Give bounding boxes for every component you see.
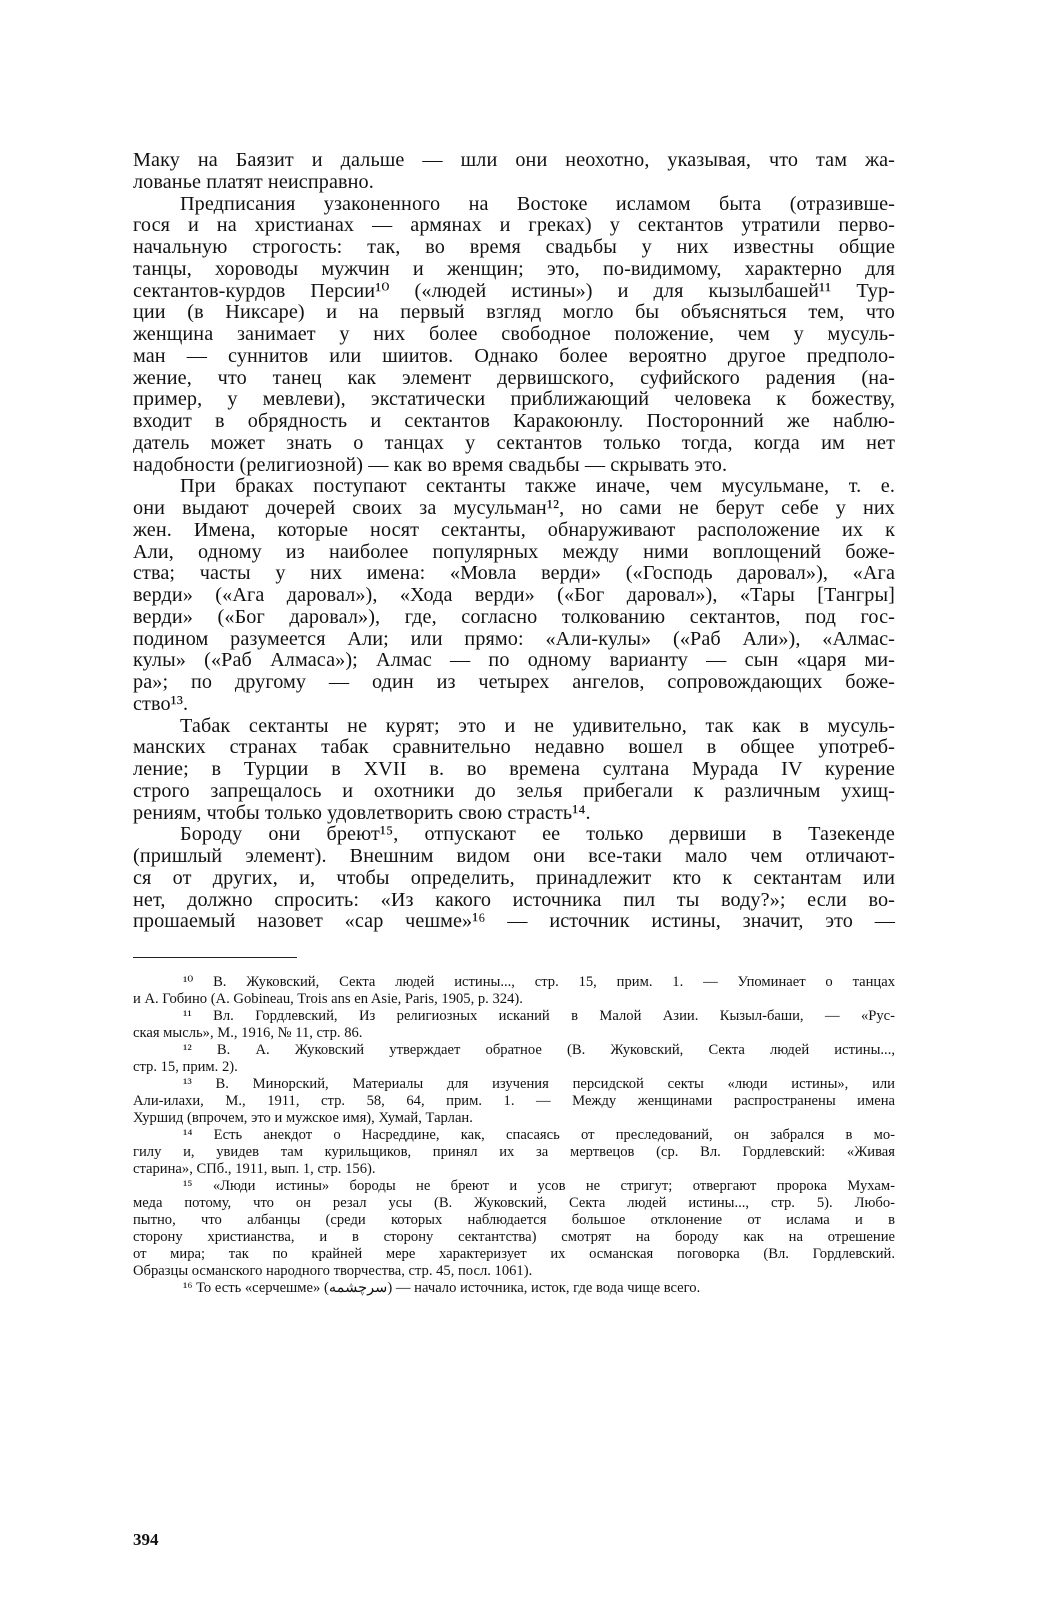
body-text-line: Бороду они бреют¹⁵, отпускают ее только дервиши в Тазекенде — [180, 823, 895, 846]
footnote-line: сторону христианства, и в сторону сектантства) смотрят на бороду как на отрешение — [133, 1229, 895, 1245]
footnote-line: Образцы османского народного творчества, стр. 45, посл. 1061). — [133, 1263, 533, 1279]
footnote-line: ¹⁰ В. Жуковский, Секта людей истины..., стр. 15, прим. 1. — Упоминает о танцах — [183, 974, 895, 990]
body-text-line: Али, одному из наиболее популярных между ними воплощений боже- — [133, 540, 895, 563]
footnote-line: ¹⁵ «Люди истины» бороды не бреют и усов не стригут; отвергают пророка Мухам- — [183, 1178, 895, 1194]
footnote-line: гилу и, увидев там курильщиков, принял их за мертвецов (ср. Вл. Гордлевский: «Живая — [133, 1144, 895, 1160]
body-text-line: Предписания узаконенного на Востоке исламом быта (отразивше- — [180, 192, 895, 215]
footnote-line: Али-илахи, М., 1911, стр. 58, 64, прим. 1. — Между женщинами распространены имена — [133, 1093, 895, 1109]
footnote-line: ¹⁴ Есть анекдот о Насреддине, как, спасаясь от преследований, он забрался в мо- — [183, 1127, 895, 1143]
footnote-line: ¹³ В. Минорский, Материалы для изучения персидской секты «люди истины», или — [183, 1076, 895, 1092]
body-text-line: датель может знать о танцах у сектантов только тогда, когда им нет — [133, 431, 895, 454]
body-text-line: гося и на христианах — армянах и греках) у сектантов утратили перво- — [133, 214, 895, 237]
body-text-line: (пришлый элемент). Внешним видом они все-таки мало чем отличают- — [133, 845, 895, 867]
footnote-separator — [133, 957, 297, 958]
body-text-line: ра»; по другому — один из четырех ангелов, сопровождающих боже- — [133, 671, 895, 693]
body-text-line: танцы, хороводы мужчин и женщин; это, по-видимому, характерно для — [133, 257, 895, 280]
body-text-line: нет, должно спросить: «Из какого источника пил ты воду?»; если во- — [133, 888, 895, 911]
footnote-line: ¹⁶ То есть «серчешме» (سرچشمه) — начало источника, исток, где вода чище всего. — [183, 1280, 701, 1296]
body-text-line: Табак сектанты не курят; это и не удивительно, так как в мусуль- — [180, 714, 895, 737]
footnote-line: старина», СПб., 1911, вып. 1, стр. 156). — [133, 1161, 376, 1177]
body-text-line: ман — суннитов или шиитов. Однако более вероятно другое предполо- — [133, 344, 895, 367]
body-text-line: надобности (религиозной) — как во время свадьбы — скрывать это. — [133, 453, 728, 476]
body-text-line: Маку на Баязит и дальше — шли они неохотно, указывая, что там жа- — [133, 149, 895, 171]
body-text-line: верди» («Бог даровал»), где, согласно толкованию сектантов, под гос- — [133, 605, 895, 628]
footnote-line: пытно, что албанцы (среди которых наблюдается большое отклонение от ислама и в — [133, 1212, 895, 1228]
page-content — [133, 150, 895, 1297]
body-text-line: прошаемый назовет «сар чешме»¹⁶ — источник истины, значит, это — — [133, 910, 895, 933]
body-text-line: жение, что танец как элемент дервишского, суфийского радения (на- — [133, 366, 895, 389]
body-text-line: ление; в Турции в XVII в. во времена султана Мурада IV курение — [133, 758, 895, 780]
body-text-line: рениям, чтобы только удовлетворить свою страсть¹⁴. — [133, 801, 591, 824]
body-text-line: жен. Имена, которые носят сектанты, обнаруживают расположение их к — [133, 518, 895, 541]
body-text-line: ство¹³. — [133, 692, 189, 715]
body-text-line: кулы» («Раб Алмаса»); Алмас — по одному варианту — сын «царя ми- — [133, 649, 895, 672]
footnotes — [133, 974, 895, 1297]
body-text-line: манских странах табак сравнительно недавно вошел в общее употреб- — [133, 736, 895, 759]
footnote-line: меда потому, что он резал усы (В. Жуковский, Секта людей истины..., стр. 5). Любо- — [133, 1195, 895, 1211]
body-text-line: подином разумеется Али; или прямо: «Али-кулы» («Раб Али»), «Алмас- — [133, 627, 895, 650]
body-text-line: входит в обрядность и сектантов Каракоюнлу. Посторонний же наблю- — [133, 410, 895, 432]
footnote-line: ¹² В. А. Жуковский утверждает обратное (В. Жуковский, Секта людей истины..., — [183, 1042, 895, 1058]
page-number: 394 — [133, 1530, 159, 1549]
body-text-line: пример, у мевлеви), экстатически приближающий человека к божеству, — [133, 388, 895, 411]
body-text-line: начальную строгость: так, во время свадьбы у них известны общие — [133, 236, 895, 258]
footnote-line: стр. 15, прим. 2). — [133, 1059, 238, 1075]
footnote-line: от мира; так по крайней мере характеризует их османская поговорка (Вл. Гордлевский. — [133, 1246, 895, 1262]
footnote-line: Хуршид (впрочем, это и мужское имя), Хумай, Тарлан. — [133, 1110, 473, 1126]
body-text-line: ции (в Никсаре) и на первый взгляд могло бы объясняться тем, что — [133, 301, 895, 324]
body-text-line: лованье платят неисправно. — [133, 170, 374, 193]
body-text-line: женщина занимает у них более свободное положение, чем у мусуль- — [133, 323, 895, 345]
body-text-line: сектантов-курдов Персии¹⁰ («людей истины») и для кызылбашей¹¹ Тур- — [133, 279, 895, 302]
body-text-line: ся от других, и, чтобы определить, принадлежит кто к сектантам или — [133, 866, 895, 889]
body-text-line: строго запрещалось и охотники до зелья прибегали к различным ухищ- — [133, 779, 895, 802]
body-text — [133, 150, 895, 933]
body-text-line: они выдают дочерей своих за мусульман¹², но сами не берут себе у них — [133, 497, 895, 519]
footnote-line: и А. Гобино (A. Gobineau, Trois ans en Asie, Paris, 1905, p. 324). — [133, 991, 523, 1007]
body-text-line: ства; часты у них имена: «Мовла верди» («Господь даровал»), «Ага — [133, 562, 895, 585]
footnote-line: ¹¹ Вл. Гордлевский, Из религиозных исканий в Малой Азии. Кызыл-баши, — «Рус- — [183, 1008, 895, 1024]
footnote-line: ская мысль», М., 1916, № 11, стр. 86. — [133, 1025, 363, 1041]
body-text-line: верди» («Ага даровал»), «Хода верди» («Бог даровал»), «Тары [Тангры] — [133, 584, 895, 606]
body-text-line: При браках поступают сектанты также иначе, чем мусульмане, т. е. — [180, 475, 895, 498]
